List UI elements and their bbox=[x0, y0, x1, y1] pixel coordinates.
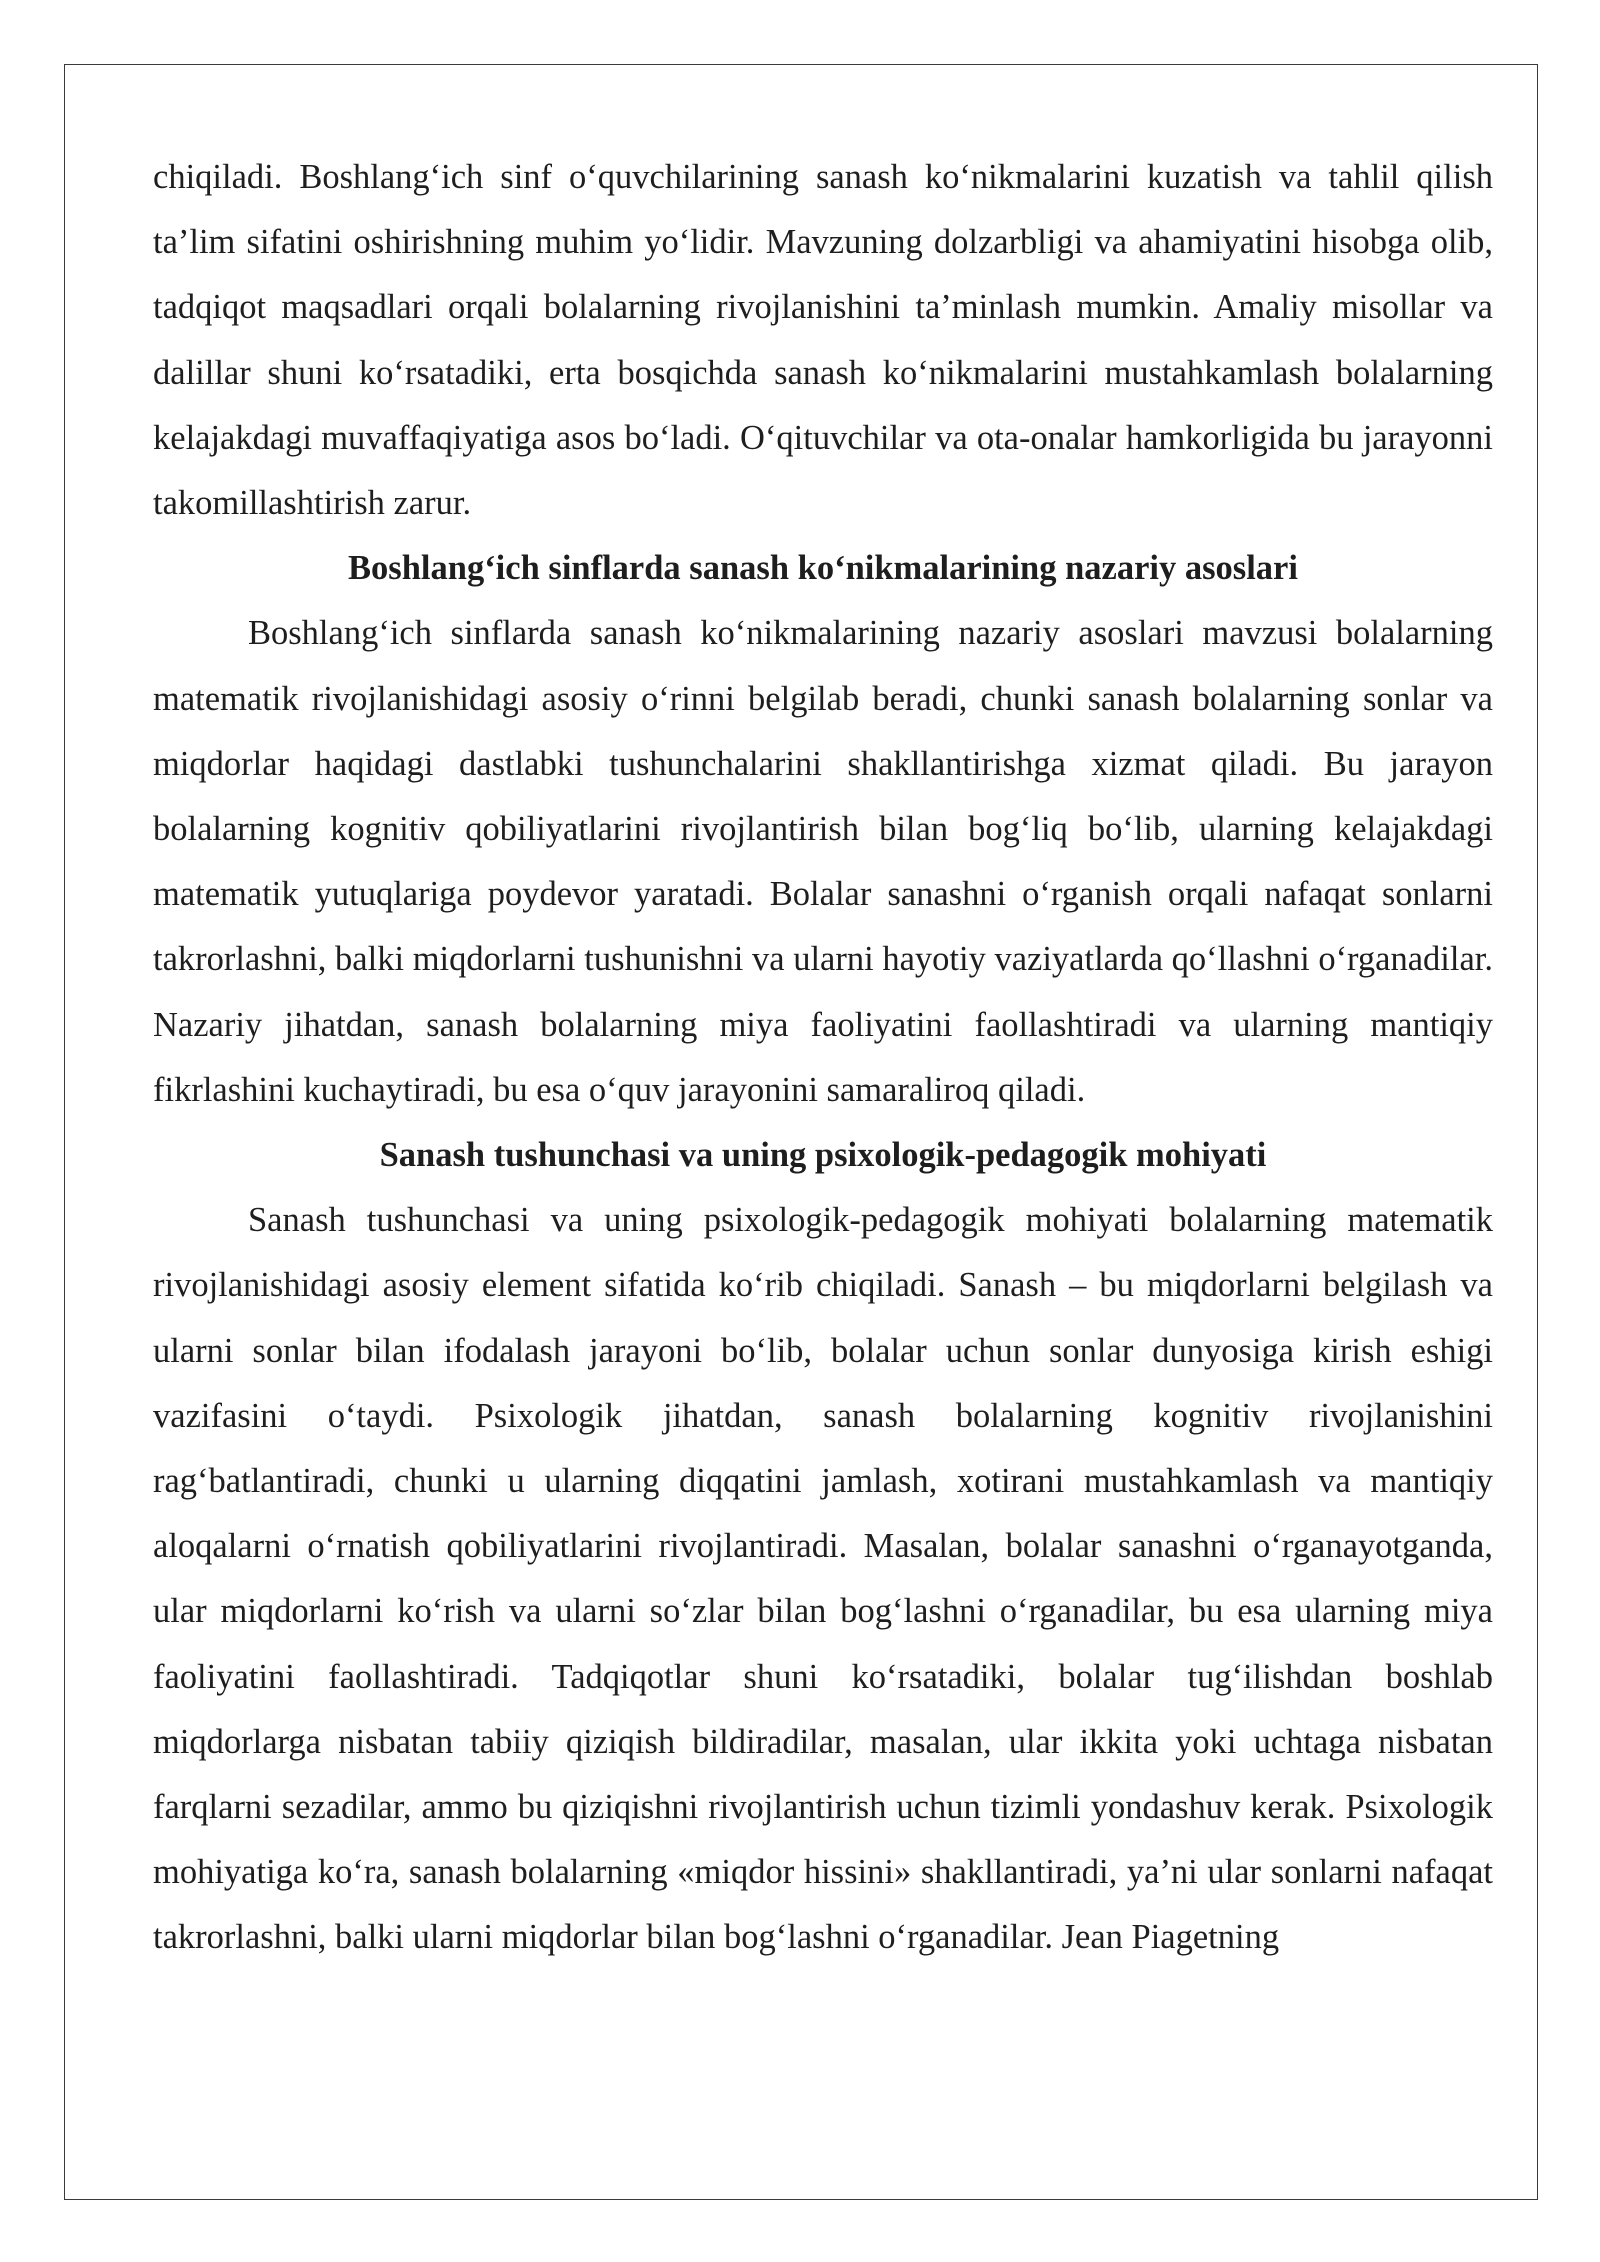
paragraph-2: Boshlang‘ich sinflarda sanash ko‘nikmalarining nazariy asoslari mavzusi bolalarning matematik rivojlanishidagi asosiy o‘rinni belgilab beradi, chunki sanash bolalarning sonlar va miqdorlar haqidagi dastlabki tushunchalarini shakllantirishga xizmat qiladi. Bu jarayon bolalarning kognitiv qobiliyatlarini rivojlantirish bilan bog‘liq bo‘lib, ularning kelajakdagi matematik yutuqlariga poydevor yaratadi. Bolalar sanashni o‘rganish orqali nafaqat sonlarni takrorlashni, balki miqdorlarni tushunishni va ularni hayotiy vaziyatlarda qo‘llashni o‘rganadilar. Nazariy jihatdan, sanash bolalarning miya faoliyatini faollashtiradi va ularning mantiqiy fikrlashini kuchaytiradi, bu esa o‘quv jarayonini samaraliroq qiladi. bbox=[153, 614, 1493, 1109]
paragraph-3: Sanash tushunchasi va uning psixologik-pedagogik mohiyati bolalarning matematik rivojlanishidagi asosiy element sifatida ko‘rib chiqiladi. Sanash – bu miqdorlarni belgilash va ularni sonlar bilan ifodalash jarayoni bo‘lib, bolalar uchun sonlar dunyosiga kirish eshigi vazifasini o‘taydi. Psixologik jihatdan, sanash bolalarning kognitiv rivojlanishini rag‘batlantiradi, chunki u ularning diqqatini jamlash, xotirani mustahkamlash va mantiqiy aloqalarni o‘rnatish qobiliyatlarini rivojlantiradi. Masalan, bolalar sanashni o‘rganayotganda, ular miqdorlarni ko‘rish va ularni so‘zlar bilan bog‘lashni o‘rganadilar, bu esa ularning miya faoliyatini faollashtiradi. Tadqiqotlar shuni ko‘rsatadiki, bolalar tug‘ilishdan boshlab miqdorlarga nisbatan tabiiy qiziqish bildiradilar, masalan, ular ikkita yoki uchtaga nisbatan farqlarni sezadilar, ammo bu qiziqishni rivojlantirish uchun tizimli yondashuv kerak. Psixologik mohiyatiga ko‘ra, sanash bolalarning «miqdor hissini» shakllantiradi, ya’ni ular sonlarni nafaqat takrorlashni, balki ularni miqdorlar bilan bog‘lashni o‘rganadilar. Jean Piagetning bbox=[153, 1201, 1493, 1957]
section-heading-1: Boshlang‘ich sinflarda sanash ko‘nikmalarining nazariy asoslari bbox=[348, 549, 1298, 588]
paragraph-1: chiqiladi. Boshlang‘ich sinf o‘quvchilarining sanash ko‘nikmalarini kuzatish va tahlil qilish ta’lim sifatini oshirishning muhim yo‘lidir. Mavzuning dolzarbligi va ahamiyatini hisobga olib, tadqiqot maqsadlari orqali bolalarning rivojlanishini ta’minlash mumkin. Amaliy misollar va dalillar shuni ko‘rsatadiki, erta bosqichda sanash ko‘nikmalarini mustahkamlash bolalarning kelajakdagi muvaffaqiyatiga asos bo‘ladi. O‘qituvchilar va ota-onalar hamkorligida bu jarayonni takomillashtirish zarur. bbox=[153, 158, 1493, 523]
document-body bbox=[153, 145, 1493, 1971]
section-heading-2: Sanash tushunchasi va uning psixologik-pedagogik mohiyati bbox=[379, 1136, 1267, 1175]
